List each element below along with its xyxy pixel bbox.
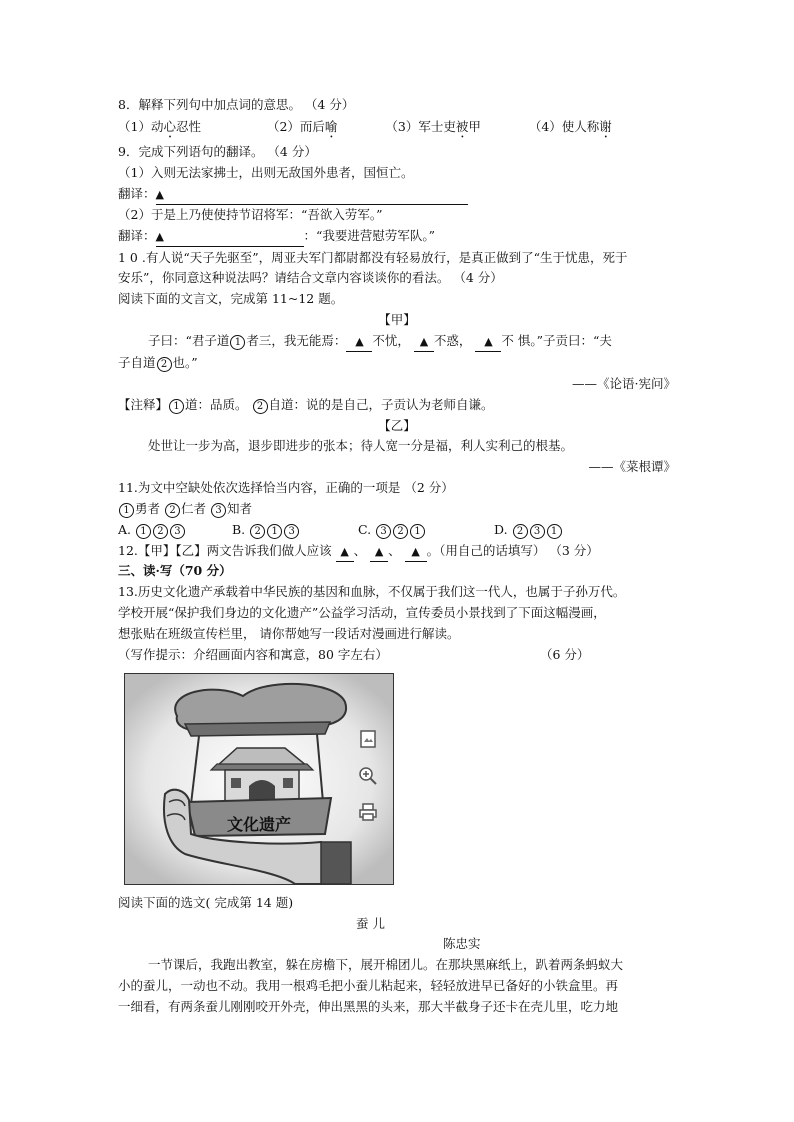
q11-stem: 11.为文中空缺处依次选择恰当内容，正确的一项是 （2 分）	[118, 480, 454, 495]
q12-stem: 12.【甲】【乙】两文告诉我们做人应该 ▲ 、 ▲ 、 ▲ 。（用自己的话填写） （3 分）	[118, 542, 599, 562]
print-icon[interactable]	[357, 801, 379, 823]
section-3-title: 三、读·写（70 分）	[118, 563, 232, 578]
cartoon-caption: 文化遗产	[226, 817, 292, 834]
q13-line-2: 学校开展“保护我们身边的文化遗产”公益学习活动，宣传委员小景找到了下面这幅漫画，	[118, 605, 606, 620]
answer-mark: ▲	[155, 230, 164, 243]
q11-options: 1 勇者 2 仁者 3 知者	[118, 500, 252, 518]
q9-sentence-2: （2）于是上乃使使持节诏将军：“吾欲入劳军。”	[118, 207, 383, 222]
q13-line-1: 13.历史文化遗产承载着中华民族的基因和血脉，不仅属于我们这一代人，也属于子孙万代。	[118, 584, 626, 599]
q13-line-3: 想张贴在班级宣传栏里， 请你帮她写一段话对漫画进行解读。	[118, 626, 460, 641]
q8-item-4: （4）使人称谢	[528, 119, 612, 134]
jia-notes: 【注释】 1 道：品质。 2 自道：说的是自己，子贡认为老师自谦。	[118, 397, 494, 412]
reading2-title: 蚕 儿	[356, 916, 385, 931]
zoom-in-icon[interactable]	[357, 765, 379, 787]
q10-line-2: 安乐”，你同意这种说法吗？请结合文章内容谈谈你的看法。 （4 分）	[118, 270, 503, 285]
reading2-paragraph-line-1: 一节课后，我跑出教室，躲在房檐下，展开棉团儿。在那块黑麻纸上，趴着两条蚂蚁大	[148, 957, 624, 972]
yi-source: ——《菜根谭》	[588, 459, 676, 474]
q8-item-3: （3）军士吏被甲	[385, 119, 481, 134]
q11-choice: A. 1 2 3	[118, 521, 232, 539]
jia-title: 【甲】	[378, 312, 416, 327]
jia-text-line-1: 子曰：“君子道 1 者三，我无能焉： ▲ 不忧， ▲ 不惑， ▲ 不 惧。”子贡曰：“夫	[148, 332, 612, 352]
reading2-paragraph-line-2: 小的蚕儿，一动也不动。我用一根鸡毛把小蚕儿粘起来，轻轻放进早已备好的小铁盒里。再	[118, 978, 619, 993]
q13-score: （6 分）	[540, 647, 590, 662]
q11-choice: C. 3 2 1	[358, 521, 494, 539]
q9-translation-1: 翻译：▲	[118, 185, 468, 205]
view-image-icon[interactable]	[357, 728, 379, 750]
q11-choice: D. 2 3 1	[494, 521, 563, 539]
cultural-heritage-cartoon	[124, 673, 394, 885]
reading2-paragraph-line-3: 一细看，有两条蚕儿刚刚咬开外壳，伸出黑黑的头来，那大半截身子还卡在壳儿里，吃力地	[118, 999, 619, 1014]
jia-source: ——《论语·宪问》	[572, 376, 676, 391]
yi-title: 【乙】	[378, 418, 416, 433]
answer-mark: ▲	[155, 188, 164, 201]
q8-item-2: （2）而后喻	[266, 119, 338, 134]
q9-stem: 9．完成下列语句的翻译。 （4 分）	[118, 144, 317, 159]
reading2-author: 陈忠实	[443, 936, 481, 951]
q8-stem: 8．解释下列句中加点词的意思。 （4 分）	[118, 97, 355, 112]
q11-choices	[118, 521, 563, 539]
q9-translation-2: 翻译：▲ ：“我要进营慰劳军队。”	[118, 227, 435, 247]
q10-line-1: 1 0 .有人说“天子先驱至”，周亚夫军门都尉都没有轻易放行，是真正做到了“生于忧患，死于	[118, 250, 628, 265]
reading1-intro: 阅读下面的文言文，完成第 11~12 题。	[118, 291, 344, 306]
q8-items	[118, 118, 612, 141]
q13-hint: （写作提示：介绍画面内容和寓意，80 字左右）	[118, 647, 388, 662]
reading2-intro: 阅读下面的选文( 完成第 14 题)	[118, 895, 294, 910]
cartoon-illustration	[125, 674, 393, 884]
q9-sentence-1: （1）入则无法家拂士，出则无敌国外患者，国恒亡。	[118, 165, 414, 180]
q8-item-1: （1）动心忍性	[118, 119, 201, 134]
q11-choice: B. 2 1 3	[232, 521, 358, 539]
jia-text-line-2: 子自道 2 也。”	[118, 355, 198, 370]
yi-text: 处世让一步为高，退步即进步的张本；待人宽一分是福，利人实利己的根基。	[148, 438, 574, 453]
